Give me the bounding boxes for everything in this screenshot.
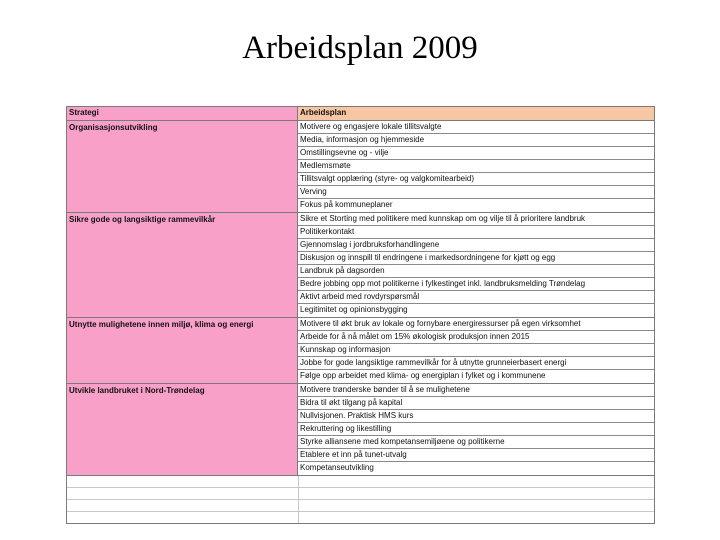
plan-item: Følge opp arbeidet med klima- og energiplan i fylket og i kommunene [300,371,546,380]
plan-item: Gjennomslag i jordbruksforhandlingene [298,239,654,252]
strategy-label: Organisasjonsutvikling [69,123,158,132]
header-strategy: Strategi [67,107,298,120]
empty-rows [67,476,654,523]
plan-item: Bedre jobbing opp mot politikerne i fylkestinget inkl. landbruksmelding Trøndelag [298,278,654,291]
strategy-cell [67,213,298,317]
plan-cell-list [298,384,654,475]
plan-item: Motivere til økt bruk av lokale og fornybare energiressurser på egen virksomhet [298,318,654,331]
plan-item: Fokus på kommuneplaner [300,200,393,209]
plan-item: Arbeide for å nå målet om 15% økologisk produksjon innen 2015 [298,331,654,344]
strategy-group [67,384,654,476]
header-plan: Arbeidsplan [298,107,654,120]
strategy-group [67,121,654,213]
plan-cell-list [298,318,654,383]
plan-item: Omstillingsevne og - vilje [298,147,654,160]
strategy-cell [67,121,298,212]
plan-item: Verving [298,186,654,199]
plan-item: Nullvisjonen. Praktisk HMS kurs [298,410,654,423]
plan-item: Medlemsmøte [298,160,654,173]
strategy-label: Sikre gode og langsiktige rammevilkår [69,215,216,224]
plan-item: Styrke alliansene med kompetansemiljøene og politikerne [298,436,654,449]
slide-title: Arbeidsplan 2009 [242,30,478,66]
empty-row [67,476,654,488]
plan-item: Politikerkontakt [298,226,654,239]
plan-item: Motivere og engasjere lokale tillitsvalgte [298,121,654,134]
strategy-cell [67,384,298,475]
plan-item: Sikre et Storting med politikere med kunnskap om og vilje til å prioritere landbruk [298,213,654,226]
table-header-row [67,107,654,121]
plan-item: Tillitsvalgt opplæring (styre- og valgkomitearbeid) [298,173,654,186]
plan-item: Media, informasjon og hjemmeside [298,134,654,147]
plan-item: Etablere et inn på tunet-utvalg [298,449,654,462]
plan-item: Aktivt arbeid med rovdyrspørsmål [298,291,654,304]
empty-row [67,500,654,512]
plan-item: Kunnskap og informasjon [298,344,654,357]
plan-item: Legitimitet og opinionsbygging [300,305,408,314]
plan-item: Motivere trønderske bønder til å se mulighetene [298,384,654,397]
plan-item: Diskusjon og innspill til endringene i markedsordningene for kjøtt og egg [298,252,654,265]
plan-cell-list [298,121,654,212]
plan-cell-list [298,213,654,317]
strategy-cell [67,318,298,383]
plan-item: Kompetanseutvikling [300,463,374,472]
empty-row [67,512,654,523]
plan-item: Bidra til økt tilgang på kapital [298,397,654,410]
strategy-label: Utnytte mulighetene innen miljø, klima og energi [69,320,254,329]
empty-row [67,488,654,500]
plan-item: Landbruk på dagsorden [298,265,654,278]
table-body [67,121,654,476]
plan-item: Jobbe for gode langsiktige rammevilkår for å utnytte grunneierbasert energi [298,357,654,370]
strategy-label: Utvikle landbruket i Nord-Trøndelag [69,386,205,395]
work-plan-table [66,106,655,524]
strategy-group [67,318,654,384]
strategy-group [67,213,654,318]
plan-item: Rekruttering og likestilling [298,423,654,436]
